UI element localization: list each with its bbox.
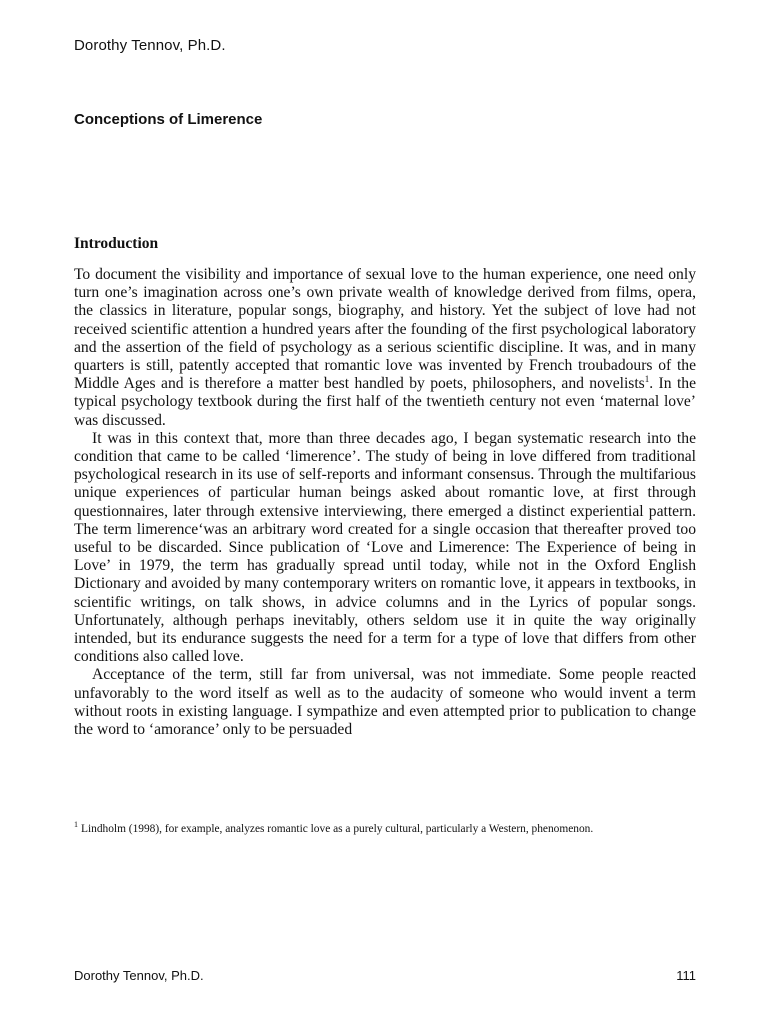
section-heading: Introduction — [74, 235, 159, 252]
chapter-title: Conceptions of Limerence — [74, 111, 263, 128]
paragraph-1-text-continued: . In the typical psychology textbook during the first half of the twentieth century not even ‘maternal love’ was discussed. — [74, 375, 696, 429]
body-text — [74, 266, 696, 739]
running-header-author: Dorothy Tennov, Ph.D. — [74, 37, 226, 54]
footer-author: Dorothy Tennov, Ph.D. — [74, 968, 204, 983]
paragraph-3: Acceptance of the term, still far from universal, was not immediate. Some people reacted unfavorably to the word itself as well as to the audacity of someone who would invent a term without roots in existing language. I sympathize and even attempted prior to publication to change the word to ‘amorance’ only to be persuaded — [74, 666, 696, 739]
page-number: 111 — [676, 968, 696, 983]
paragraph-2: It was in this context that, more than three decades ago, I began systematic research into the condition that came to be called ‘limerence’. The study of being in love differed from traditional psychological research in its use of self-reports and informant consensus. Through the multifarious unique experiences of particular human beings asked about romantic love, at first through questionnaires, later through extensive interviewing, there emerged a distinct experiential pattern. The term limerence‘was an arbitrary word created for a single occasion that thereafter proved too useful to be discarded. Since publication of ‘Love and Limerence: The Experience of being in Love’ in 1979, the term has gradually spread until today, while not in the Oxford English Dictionary and avoided by many contemporary writers on romantic love, it appears in textbooks, in scientific writings, on talk shows, in advice columns and in the Lyrics of popular songs. Unfortunately, although perhaps inevitably, others seldom use it in quite the way originally intended, but its endurance suggests the need for a term for a type of love that differs from other conditions also called love. — [74, 429, 696, 666]
paragraph-1 — [74, 266, 696, 430]
paragraph-1-text: To document the visibility and importance of sexual love to the human experience, one need only turn one’s imagination across one’s own private wealth of knowledge derived from films, opera, the classics in literature, popular songs, biography, and history. Yet the subject of love had not received scientific attention a hundred years after the founding of the first psychological laboratory and the assertion of the field of psychology as a serious scientific discipline. It was, and in many quarters is still, patently accepted that romantic love was invented by French troubadours of the Middle Ages and is therefore a matter best handled by poets, philosophers, and novelists — [74, 266, 696, 393]
footnote-reference: 1 — [644, 374, 650, 385]
footnote-text: Lindholm (1998), for example, analyzes romantic love as a purely cultural, particularly a Western, phenomenon. — [81, 823, 594, 835]
footnote-number: 1 — [74, 820, 78, 830]
footnote — [74, 822, 696, 836]
